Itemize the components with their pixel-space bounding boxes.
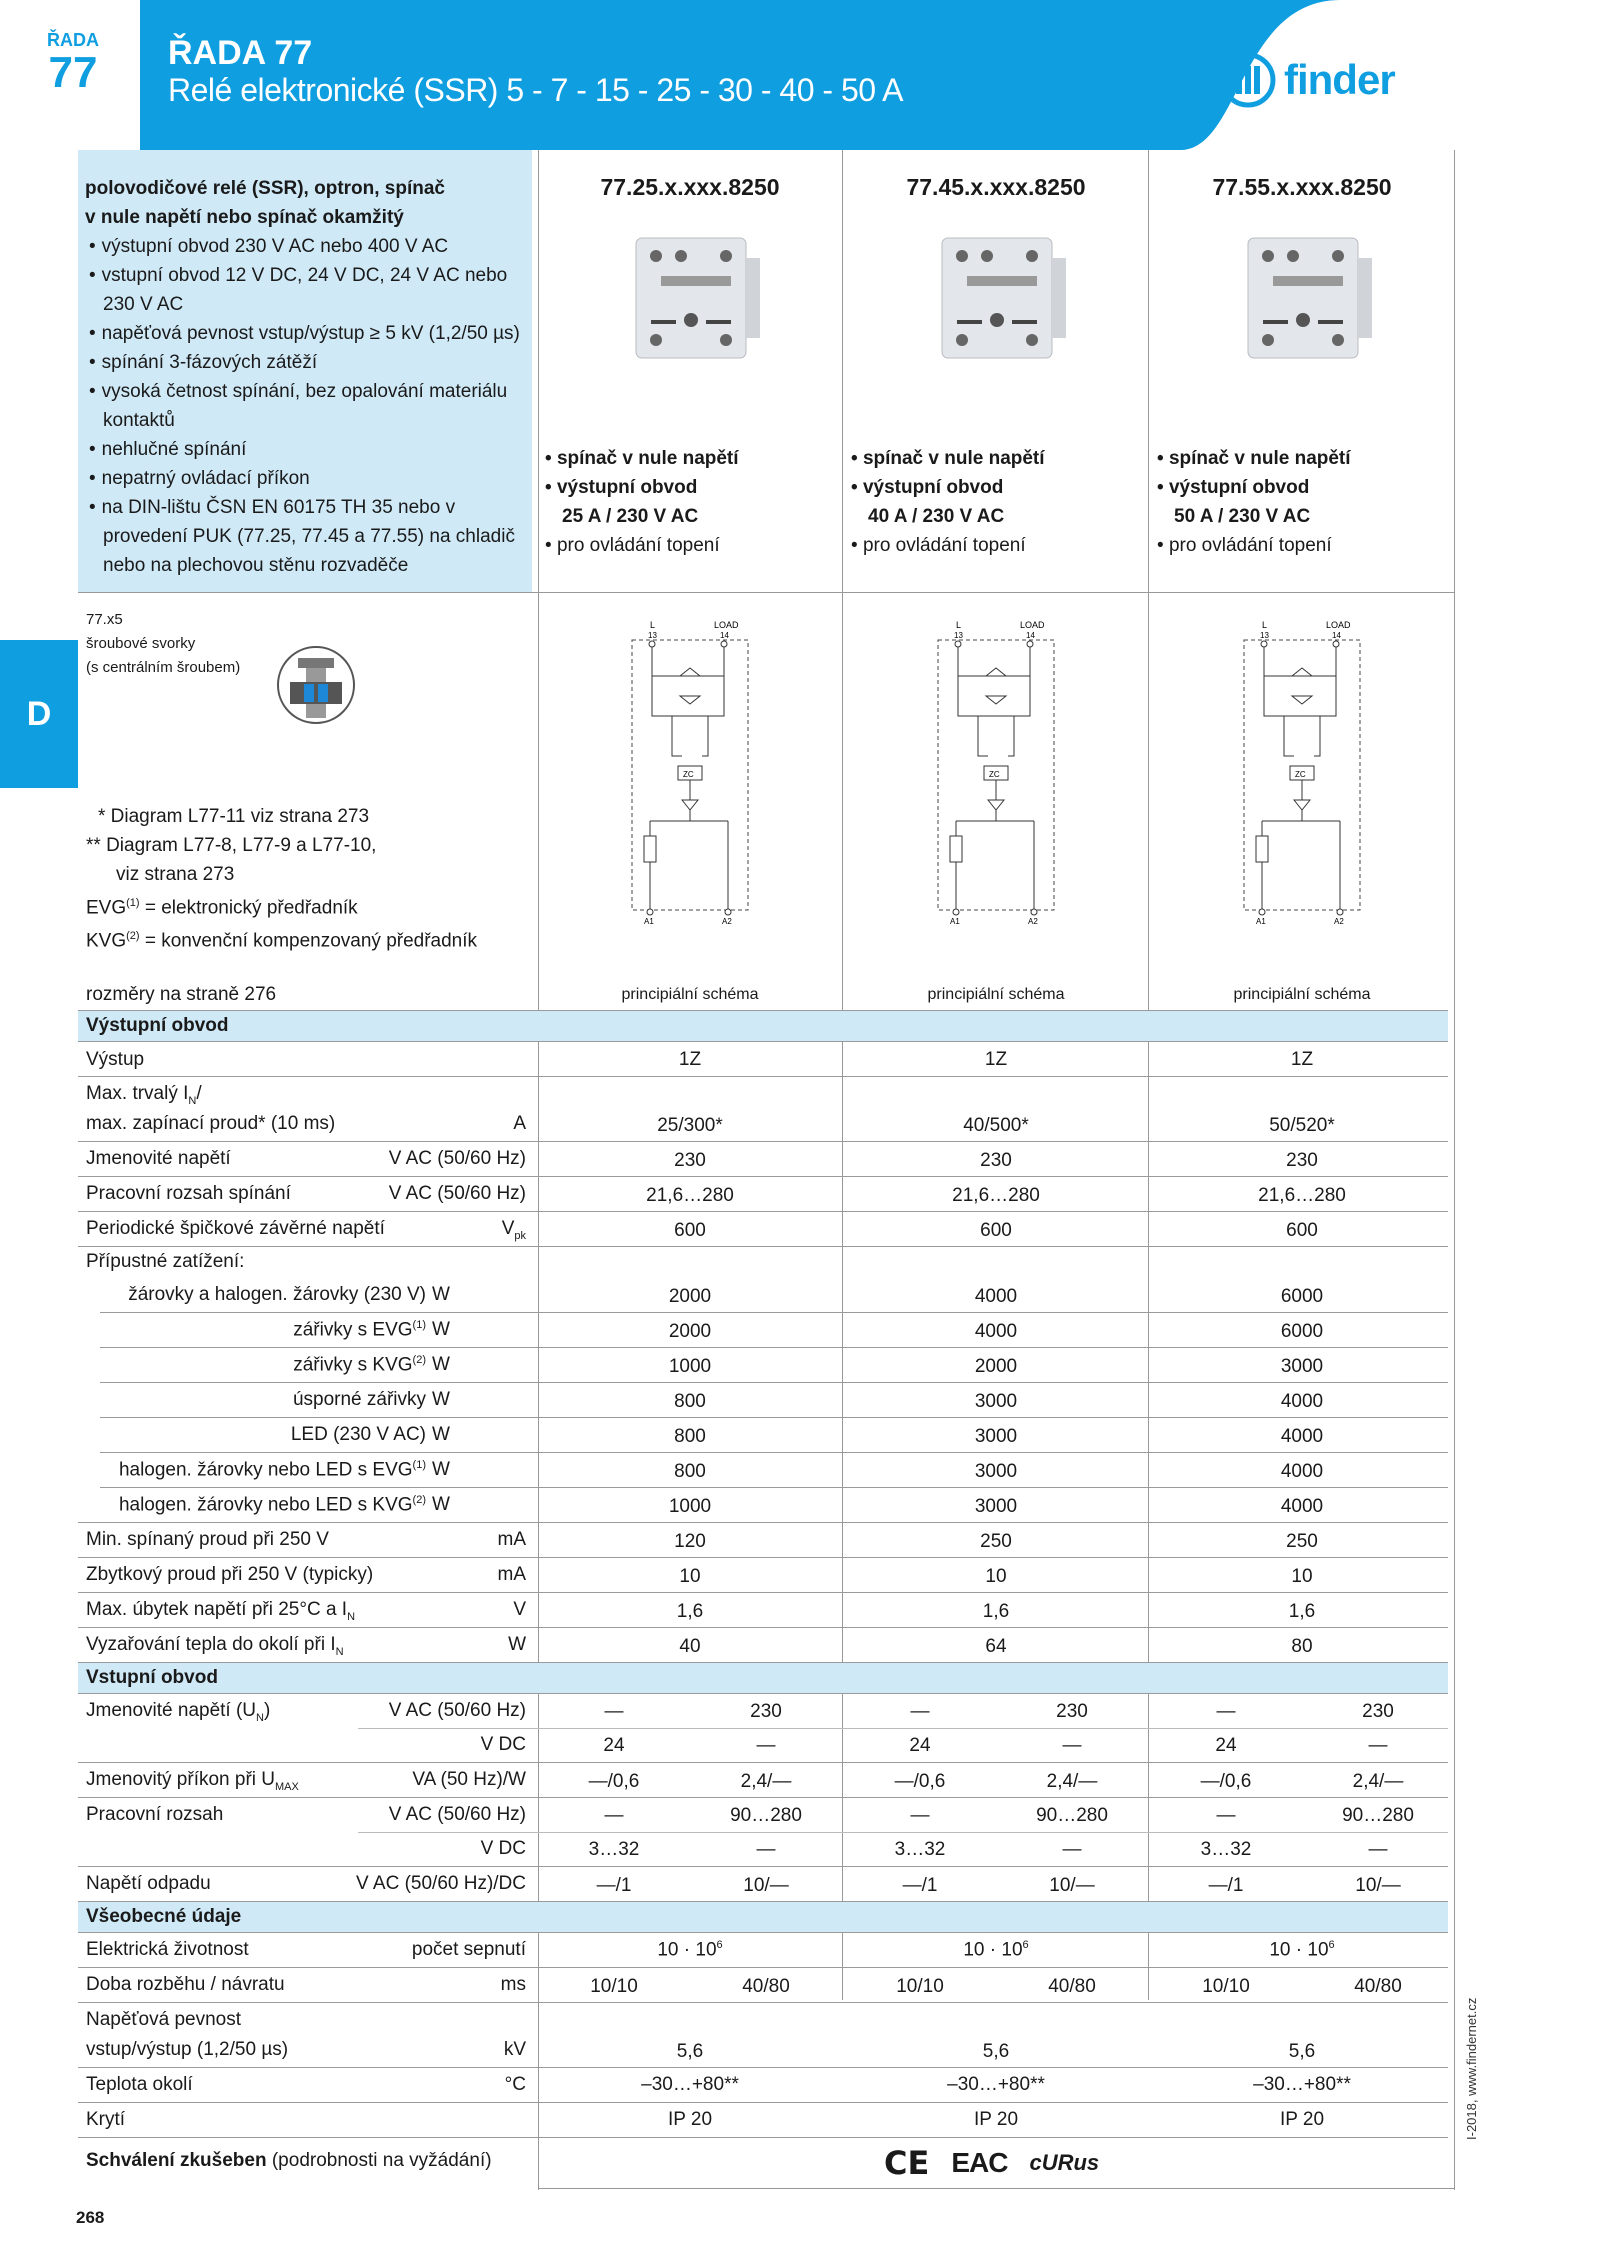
cell-value: 3000 xyxy=(974,1496,1018,1517)
cell-value: 10/10 xyxy=(1202,1976,1250,1997)
feature-text: 25 A / 230 V AC xyxy=(562,506,699,527)
cell-value: 2000 xyxy=(668,1286,712,1307)
cell-value: 1Z xyxy=(678,1049,702,1070)
schematic-label: ZC xyxy=(1295,770,1306,779)
table-row xyxy=(78,1212,1448,1247)
cell-value: —/1 xyxy=(596,1875,632,1896)
table-row xyxy=(100,1348,1448,1383)
desc-heading-2: v nule napětí nebo spínač okamžitý xyxy=(85,207,404,228)
cell-value: 40/80 xyxy=(1048,1976,1096,1997)
cell-value: 24 xyxy=(909,1735,931,1756)
cell-value: 3000 xyxy=(1280,1356,1324,1377)
section-tab: D xyxy=(0,640,78,788)
desc-bullet: • napěťová pevnost vstup/výstup ≥ 5 kV (1,2/50 µs) xyxy=(85,319,530,348)
row-label: Elektrická životnost xyxy=(86,1939,249,1960)
cell-value: —/0,6 xyxy=(588,1771,640,1792)
cell-value: 10/10 xyxy=(590,1976,638,1997)
cell-value: 64 xyxy=(985,1636,1007,1657)
cell-value: 90…280 xyxy=(1342,1805,1414,1826)
cell-value: 10 xyxy=(679,1566,701,1587)
cell-value: 1000 xyxy=(668,1356,712,1377)
row-unit: počet sepnutí xyxy=(411,1939,526,1960)
cell-value: 3000 xyxy=(974,1391,1018,1412)
product-code-2: 77.45.x.xxx.8250 xyxy=(906,174,1086,200)
cell-value: — xyxy=(1368,1735,1388,1756)
cell-value: 230 xyxy=(674,1150,706,1171)
table-row xyxy=(78,2103,1448,2138)
table-row xyxy=(78,1798,1448,1867)
row-unit: W xyxy=(432,1389,450,1410)
circuit-schematic xyxy=(620,616,760,926)
cell-value: 5,6 xyxy=(1288,2041,1316,2062)
desc-bullet: • spínání 3-fázových zátěží xyxy=(85,348,530,377)
cell-value: — xyxy=(756,1839,776,1860)
table-row xyxy=(78,1177,1448,1212)
row-unit: VA (50 Hz)/W xyxy=(412,1769,526,1790)
cell-value: — xyxy=(910,1805,930,1826)
cell-value: — xyxy=(1216,1701,1236,1722)
row-label: halogen. žárovky nebo LED s KVG$^{(2)}$ xyxy=(118,1494,426,1516)
row-label: Výstup xyxy=(86,1049,145,1070)
row-unit: W xyxy=(432,1424,450,1445)
divider xyxy=(78,592,1454,593)
cell-value: 80 xyxy=(1291,1636,1313,1657)
column-separator xyxy=(1454,150,1455,2190)
relay-image xyxy=(606,228,776,378)
row-label: Jmenovitý příkon při $U_{MAX}$ xyxy=(86,1769,299,1793)
cell-value: 24 xyxy=(1215,1735,1237,1756)
row-label: Jmenovité napětí xyxy=(86,1148,231,1169)
finder-logo-icon xyxy=(1220,52,1276,108)
cell-value: 10/— xyxy=(743,1875,789,1896)
cell-value: $10 \cdot 10^6$ xyxy=(963,1939,1029,1961)
cell-value: 40 xyxy=(679,1636,701,1657)
row-unit: W xyxy=(432,1319,450,1340)
cell-value: –30…+80** xyxy=(641,2074,739,2095)
cell-value: —/1 xyxy=(902,1875,938,1896)
row-unit: V xyxy=(513,1599,526,1620)
section-title: Vstupní obvod xyxy=(86,1667,218,1688)
cell-value: — xyxy=(1216,1805,1236,1826)
desc-heading-1: polovodičové relé (SSR), optron, spínač xyxy=(85,178,445,199)
cell-value: principiální schéma xyxy=(621,986,759,1003)
footnote: ** Diagram L77-8, L77-9 a L77-10, xyxy=(86,835,377,856)
section-header-general xyxy=(78,1902,1448,1933)
cell-value: 4000 xyxy=(1280,1391,1324,1412)
cell-value: 6000 xyxy=(1280,1321,1324,1342)
cell-value: 21,6…280 xyxy=(1258,1185,1346,1206)
cell-value: 90…280 xyxy=(1036,1805,1108,1826)
cell-value: —/0,6 xyxy=(1200,1771,1252,1792)
row-unit: kV xyxy=(503,2039,526,2060)
cell-value: —/0,6 xyxy=(894,1771,946,1792)
row-unit: W xyxy=(432,1459,450,1480)
cell-value: 800 xyxy=(674,1426,706,1447)
divider xyxy=(538,2188,1454,2189)
schematic-label: A2 xyxy=(1028,917,1038,926)
ce-mark-icon: CE xyxy=(884,2144,930,2182)
schematic-label: A1 xyxy=(644,917,654,926)
screw-terminal-icon xyxy=(276,640,356,730)
schematic-label: LOAD xyxy=(1020,620,1045,630)
row-label: Napětí odpadu xyxy=(86,1873,211,1894)
cell-value: 2000 xyxy=(974,1356,1018,1377)
cell-value: 230 xyxy=(1056,1701,1088,1722)
cell-value: 6000 xyxy=(1280,1286,1324,1307)
cell-value: — xyxy=(1062,1839,1082,1860)
schematic-label: A2 xyxy=(1334,917,1344,926)
series-tab xyxy=(40,30,106,95)
cell-value: 3…32 xyxy=(894,1839,946,1860)
table-row xyxy=(78,1593,1448,1628)
schematic-label: LOAD xyxy=(1326,620,1351,630)
product-features-2: • spínač v nule napětí • výstupní obvod 40 A / 230 V AC • pro ovládání topení xyxy=(851,444,1141,560)
cell-value: 10/— xyxy=(1355,1875,1401,1896)
cell-value: 40/80 xyxy=(742,1976,790,1997)
cell-value: 10/10 xyxy=(896,1976,944,1997)
cell-value: 90…280 xyxy=(730,1805,802,1826)
cell-value: — xyxy=(1368,1839,1388,1860)
row-unit: mA xyxy=(497,1564,526,1585)
table-row xyxy=(78,1042,1448,1077)
cell-value: 1Z xyxy=(1290,1049,1314,1070)
row-unit: ms xyxy=(500,1974,526,1995)
table-row xyxy=(78,1077,1448,1142)
cell-value: 1,6 xyxy=(982,1601,1010,1622)
product-code-3: 77.55.x.xxx.8250 xyxy=(1212,174,1392,200)
row-unit: $V_{pk}$ xyxy=(501,1218,526,1242)
cell-value: 600 xyxy=(980,1220,1012,1241)
table-row xyxy=(78,1523,1448,1558)
desc-bullet: • na DIN-lištu ČSN EN 60175 TH 35 nebo v provedení PUK (77.25, 77.45 a 77.55) na chladič nebo na plechovou stěnu rozvaděče xyxy=(85,493,530,580)
brand-name: finder xyxy=(1284,56,1395,103)
row-label: Max. úbytek napětí při 25°C a $I_N$ xyxy=(86,1599,356,1623)
row-label: zářivky s KVG$^{(2)}$ xyxy=(293,1354,426,1376)
schematic-label: L xyxy=(956,620,962,630)
row-unit: W xyxy=(432,1354,450,1375)
table-row xyxy=(78,1247,1448,1277)
cell-value: 1,6 xyxy=(676,1601,704,1622)
table-row xyxy=(78,1968,1448,2003)
terminal-desc: (s centrálním šroubem) xyxy=(86,659,241,676)
cell-value: 250 xyxy=(980,1531,1012,1552)
table-row xyxy=(100,1453,1448,1488)
cell-value: IP 20 xyxy=(667,2109,713,2130)
cell-value: — xyxy=(604,1805,624,1826)
row-unit: V AC (50/60 Hz)/DC xyxy=(356,1873,526,1894)
cell-value: 4000 xyxy=(1280,1461,1324,1482)
row-label: Pracovní rozsah xyxy=(86,1804,224,1825)
table-row xyxy=(78,2138,1448,2188)
page-subtitle: Relé elektronické (SSR) 5 - 7 - 15 - 25 - 30 - 40 - 50 A xyxy=(168,72,903,108)
cell-value: — xyxy=(910,1701,930,1722)
circuit-schematic xyxy=(1232,616,1372,926)
schematic-label: A2 xyxy=(722,917,732,926)
row-unit: W xyxy=(432,1494,450,1515)
cell-value: 2000 xyxy=(668,1321,712,1342)
cell-value: 50/520* xyxy=(1269,1115,1335,1136)
feature-text: výstupní obvod xyxy=(1168,477,1310,498)
row-unit: V AC (50/60 Hz) xyxy=(388,1183,526,1204)
cell-value: $10 \cdot 10^6$ xyxy=(1269,1939,1335,1961)
table-row xyxy=(78,1488,1448,1523)
feature-text: spínač v nule napětí xyxy=(556,448,739,469)
feature-text: 50 A / 230 V AC xyxy=(1174,506,1311,527)
row-label: halogen. žárovky nebo LED s EVG$^{(1)}$ xyxy=(118,1459,426,1481)
schematic-label: 14 xyxy=(1332,631,1341,640)
cell-value: 10 xyxy=(985,1566,1007,1587)
row-unit: V AC (50/60 Hz) xyxy=(388,1700,526,1721)
cell-value: 1Z xyxy=(984,1049,1008,1070)
cell-value: 4000 xyxy=(1280,1426,1324,1447)
schematic-label: LOAD xyxy=(714,620,739,630)
cell-value: 230 xyxy=(980,1150,1012,1171)
cell-value: 230 xyxy=(750,1701,782,1722)
feature-text: pro ovládání topení xyxy=(1168,535,1332,556)
row-label: Přípustné zatížení: xyxy=(86,1251,245,1272)
schematic-label: A1 xyxy=(1256,917,1266,926)
desc-bullet: • nepatrný ovládací příkon xyxy=(85,464,530,493)
section-title: Výstupní obvod xyxy=(86,1015,229,1036)
cell-value: —/1 xyxy=(1208,1875,1244,1896)
feature-text: 40 A / 230 V AC xyxy=(868,506,1005,527)
row-unit: W xyxy=(508,1634,526,1655)
cell-value: 2,4/— xyxy=(1046,1771,1098,1792)
cell-value: 1000 xyxy=(668,1496,712,1517)
eac-mark-icon: EAC xyxy=(951,2147,1008,2178)
footnotes xyxy=(86,802,477,956)
desc-bullet: • nehlučné spínání xyxy=(85,435,530,464)
product-features-3: • spínač v nule napětí • výstupní obvod 50 A / 230 V AC • pro ovládání topení xyxy=(1157,444,1447,560)
schematic-label: 13 xyxy=(1260,631,1269,640)
row-unit: V DC xyxy=(480,1838,526,1859)
schematic-label: 14 xyxy=(1026,631,1035,640)
feature-text: výstupní obvod xyxy=(556,477,698,498)
cell-value: 800 xyxy=(674,1461,706,1482)
table-row xyxy=(100,1278,1448,1313)
feature-text: pro ovládání topení xyxy=(862,535,1026,556)
ul-mark-icon: cURus xyxy=(1029,2150,1100,2175)
table-row xyxy=(100,1418,1448,1453)
row-label: max. zapínací proud* (10 ms) xyxy=(86,1113,336,1134)
table-row xyxy=(78,1867,1448,1902)
row-unit: V DC xyxy=(480,1734,526,1755)
schematic-label: L xyxy=(650,620,656,630)
section-title: Všeobecné údaje xyxy=(86,1906,242,1927)
row-unit: V AC (50/60 Hz) xyxy=(388,1804,526,1825)
cell-value: — xyxy=(604,1701,624,1722)
table-row xyxy=(100,1383,1448,1418)
cell-value: 1,6 xyxy=(1288,1601,1316,1622)
desc-bullet: • výstupní obvod 230 V AC nebo 400 V AC xyxy=(85,232,530,261)
cell-value: 3000 xyxy=(974,1426,1018,1447)
cell-value: 5,6 xyxy=(676,2041,704,2062)
row-label: LED (230 V AC) xyxy=(290,1424,426,1445)
row-unit: W xyxy=(432,1284,450,1305)
table-row xyxy=(78,1558,1448,1593)
row-label: Napěťová pevnost xyxy=(86,2009,242,2030)
cell-value: 800 xyxy=(674,1391,706,1412)
table-row xyxy=(100,1313,1448,1348)
cell-value: 40/80 xyxy=(1354,1976,1402,1997)
row-label: Schválení zkušeben (podrobnosti na vyžádání) xyxy=(86,2150,492,2171)
table-row xyxy=(78,1933,1448,1968)
brand-logo xyxy=(1220,52,1395,108)
section-header-input xyxy=(78,1663,1448,1694)
table-row xyxy=(78,1694,1448,1763)
page-number: 268 xyxy=(76,2208,105,2227)
cell-value: 230 xyxy=(1286,1150,1318,1171)
cell-value: –30…+80** xyxy=(1253,2074,1351,2095)
cell-value: principiální schéma xyxy=(1233,986,1371,1003)
row-label: Pracovní rozsah spínání xyxy=(86,1183,291,1204)
row-unit: °C xyxy=(504,2074,526,2095)
cell-value: principiální schéma xyxy=(927,986,1065,1003)
row-label: zářivky s EVG$^{(1)}$ xyxy=(293,1319,426,1341)
schematic-label: L xyxy=(1262,620,1268,630)
cell-value: — xyxy=(756,1735,776,1756)
cell-value: –30…+80** xyxy=(947,2074,1045,2095)
row-unit: V AC (50/60 Hz) xyxy=(388,1148,526,1169)
relay-image xyxy=(912,228,1082,378)
schematic-label: ZC xyxy=(989,770,1000,779)
footnote: $EVG^{(1)}$ = elektronický předřadník xyxy=(86,897,358,919)
cell-value: IP 20 xyxy=(973,2109,1019,2130)
series-number: 77 xyxy=(48,48,98,97)
cell-value: 3…32 xyxy=(588,1839,640,1860)
cell-value: 600 xyxy=(674,1220,706,1241)
terminal-desc: šroubové svorky xyxy=(86,635,196,652)
row-label: Jmenovité napětí $(U_N)$ xyxy=(86,1700,271,1724)
cell-value: 230 xyxy=(1362,1701,1394,1722)
cell-value: $10 \cdot 10^6$ xyxy=(657,1939,723,1961)
feature-text: spínač v nule napětí xyxy=(1168,448,1351,469)
table-row xyxy=(78,1763,1448,1798)
cell-value: 40/500* xyxy=(963,1115,1029,1136)
schematic-label: 13 xyxy=(648,631,657,640)
series-label: ŘADA xyxy=(47,30,99,50)
relay-image xyxy=(1218,228,1388,378)
row-label: Krytí xyxy=(86,2109,126,2130)
schematic-label: ZC xyxy=(683,770,694,779)
feature-text: pro ovládání topení xyxy=(556,535,720,556)
cell-value: 21,6…280 xyxy=(952,1185,1040,1206)
table-row xyxy=(78,980,1448,1011)
table-row xyxy=(78,1142,1448,1177)
cell-value: 4000 xyxy=(1280,1496,1324,1517)
row-label: vstup/výstup (1,2/50 µs) xyxy=(86,2039,289,2060)
cell-value: 2,4/— xyxy=(1352,1771,1404,1792)
approval-marks xyxy=(884,2144,1099,2182)
table-row xyxy=(78,1628,1448,1663)
feature-text: spínač v nule napětí xyxy=(862,448,1045,469)
row-label: Doba rozběhu / návratu xyxy=(86,1974,285,1995)
feature-text: výstupní obvod xyxy=(862,477,1004,498)
cell-value: 10/— xyxy=(1049,1875,1095,1896)
footer-url: I-2018, www.findernet.cz xyxy=(1464,1997,1479,2140)
cell-value: 250 xyxy=(1286,1531,1318,1552)
table-row xyxy=(78,2068,1448,2103)
cell-value: 4000 xyxy=(974,1286,1018,1307)
desc-bullet: • vysoká četnost spínání, bez opalování materiálu kontaktů xyxy=(85,377,530,435)
cell-value: — xyxy=(1062,1735,1082,1756)
row-unit: mA xyxy=(497,1529,526,1550)
footnote: viz strana 273 xyxy=(116,864,235,885)
cell-value: 3000 xyxy=(974,1461,1018,1482)
schematic-label: 13 xyxy=(954,631,963,640)
footnote: * Diagram L77-11 viz strana 273 xyxy=(98,806,370,827)
product-code-1: 77.25.x.xxx.8250 xyxy=(600,174,780,200)
footnote: $KVG^{(2)}$ = konvenční kompenzovaný předřadník xyxy=(86,930,478,952)
cell-value: 4000 xyxy=(974,1321,1018,1342)
cell-value: 2,4/— xyxy=(740,1771,792,1792)
row-label: Vyzařování tepla do okolí při $I_N$ xyxy=(86,1634,344,1658)
terminal-info xyxy=(86,608,240,680)
row-label: Max. trvalý $I_N/$ xyxy=(86,1083,202,1107)
cell-value: 120 xyxy=(674,1531,706,1552)
cell-value: 3…32 xyxy=(1200,1839,1252,1860)
page-title: ŘADA 77 xyxy=(168,34,313,72)
cell-value: 5,6 xyxy=(982,2041,1010,2062)
row-label: Min. spínaný proud při 250 V xyxy=(86,1529,329,1550)
description-text xyxy=(85,174,530,580)
circuit-schematic xyxy=(926,616,1066,926)
row-label: žárovky a halogen. žárovky (230 V) xyxy=(128,1284,426,1305)
table-row xyxy=(78,2003,1448,2068)
row-label: úsporné zářivky xyxy=(292,1389,426,1410)
cell-value: 600 xyxy=(1286,1220,1318,1241)
cell-value: 21,6…280 xyxy=(646,1185,734,1206)
cell-value: 24 xyxy=(603,1735,625,1756)
desc-bullet: • vstupní obvod 12 V DC, 24 V DC, 24 V AC nebo 230 V AC xyxy=(85,261,530,319)
schematic-label: 14 xyxy=(720,631,729,640)
row-label: Periodické špičkové závěrné napětí xyxy=(86,1218,385,1239)
cell-value: IP 20 xyxy=(1279,2109,1325,2130)
row-unit: A xyxy=(513,1113,526,1134)
product-features-1: • spínač v nule napětí • výstupní obvod 25 A / 230 V AC • pro ovládání topení xyxy=(545,444,835,560)
row-label: rozměry na straně 276 xyxy=(86,984,277,1005)
row-label: Zbytkový proud při 250 V (typicky) xyxy=(86,1564,374,1585)
section-header-output xyxy=(78,1011,1448,1042)
cell-value: 25/300* xyxy=(657,1115,723,1136)
row-label: Teplota okolí xyxy=(86,2074,193,2095)
terminal-type: 77.x5 xyxy=(86,611,123,628)
schematic-label: A1 xyxy=(950,917,960,926)
cell-value: 10 xyxy=(1291,1566,1313,1587)
